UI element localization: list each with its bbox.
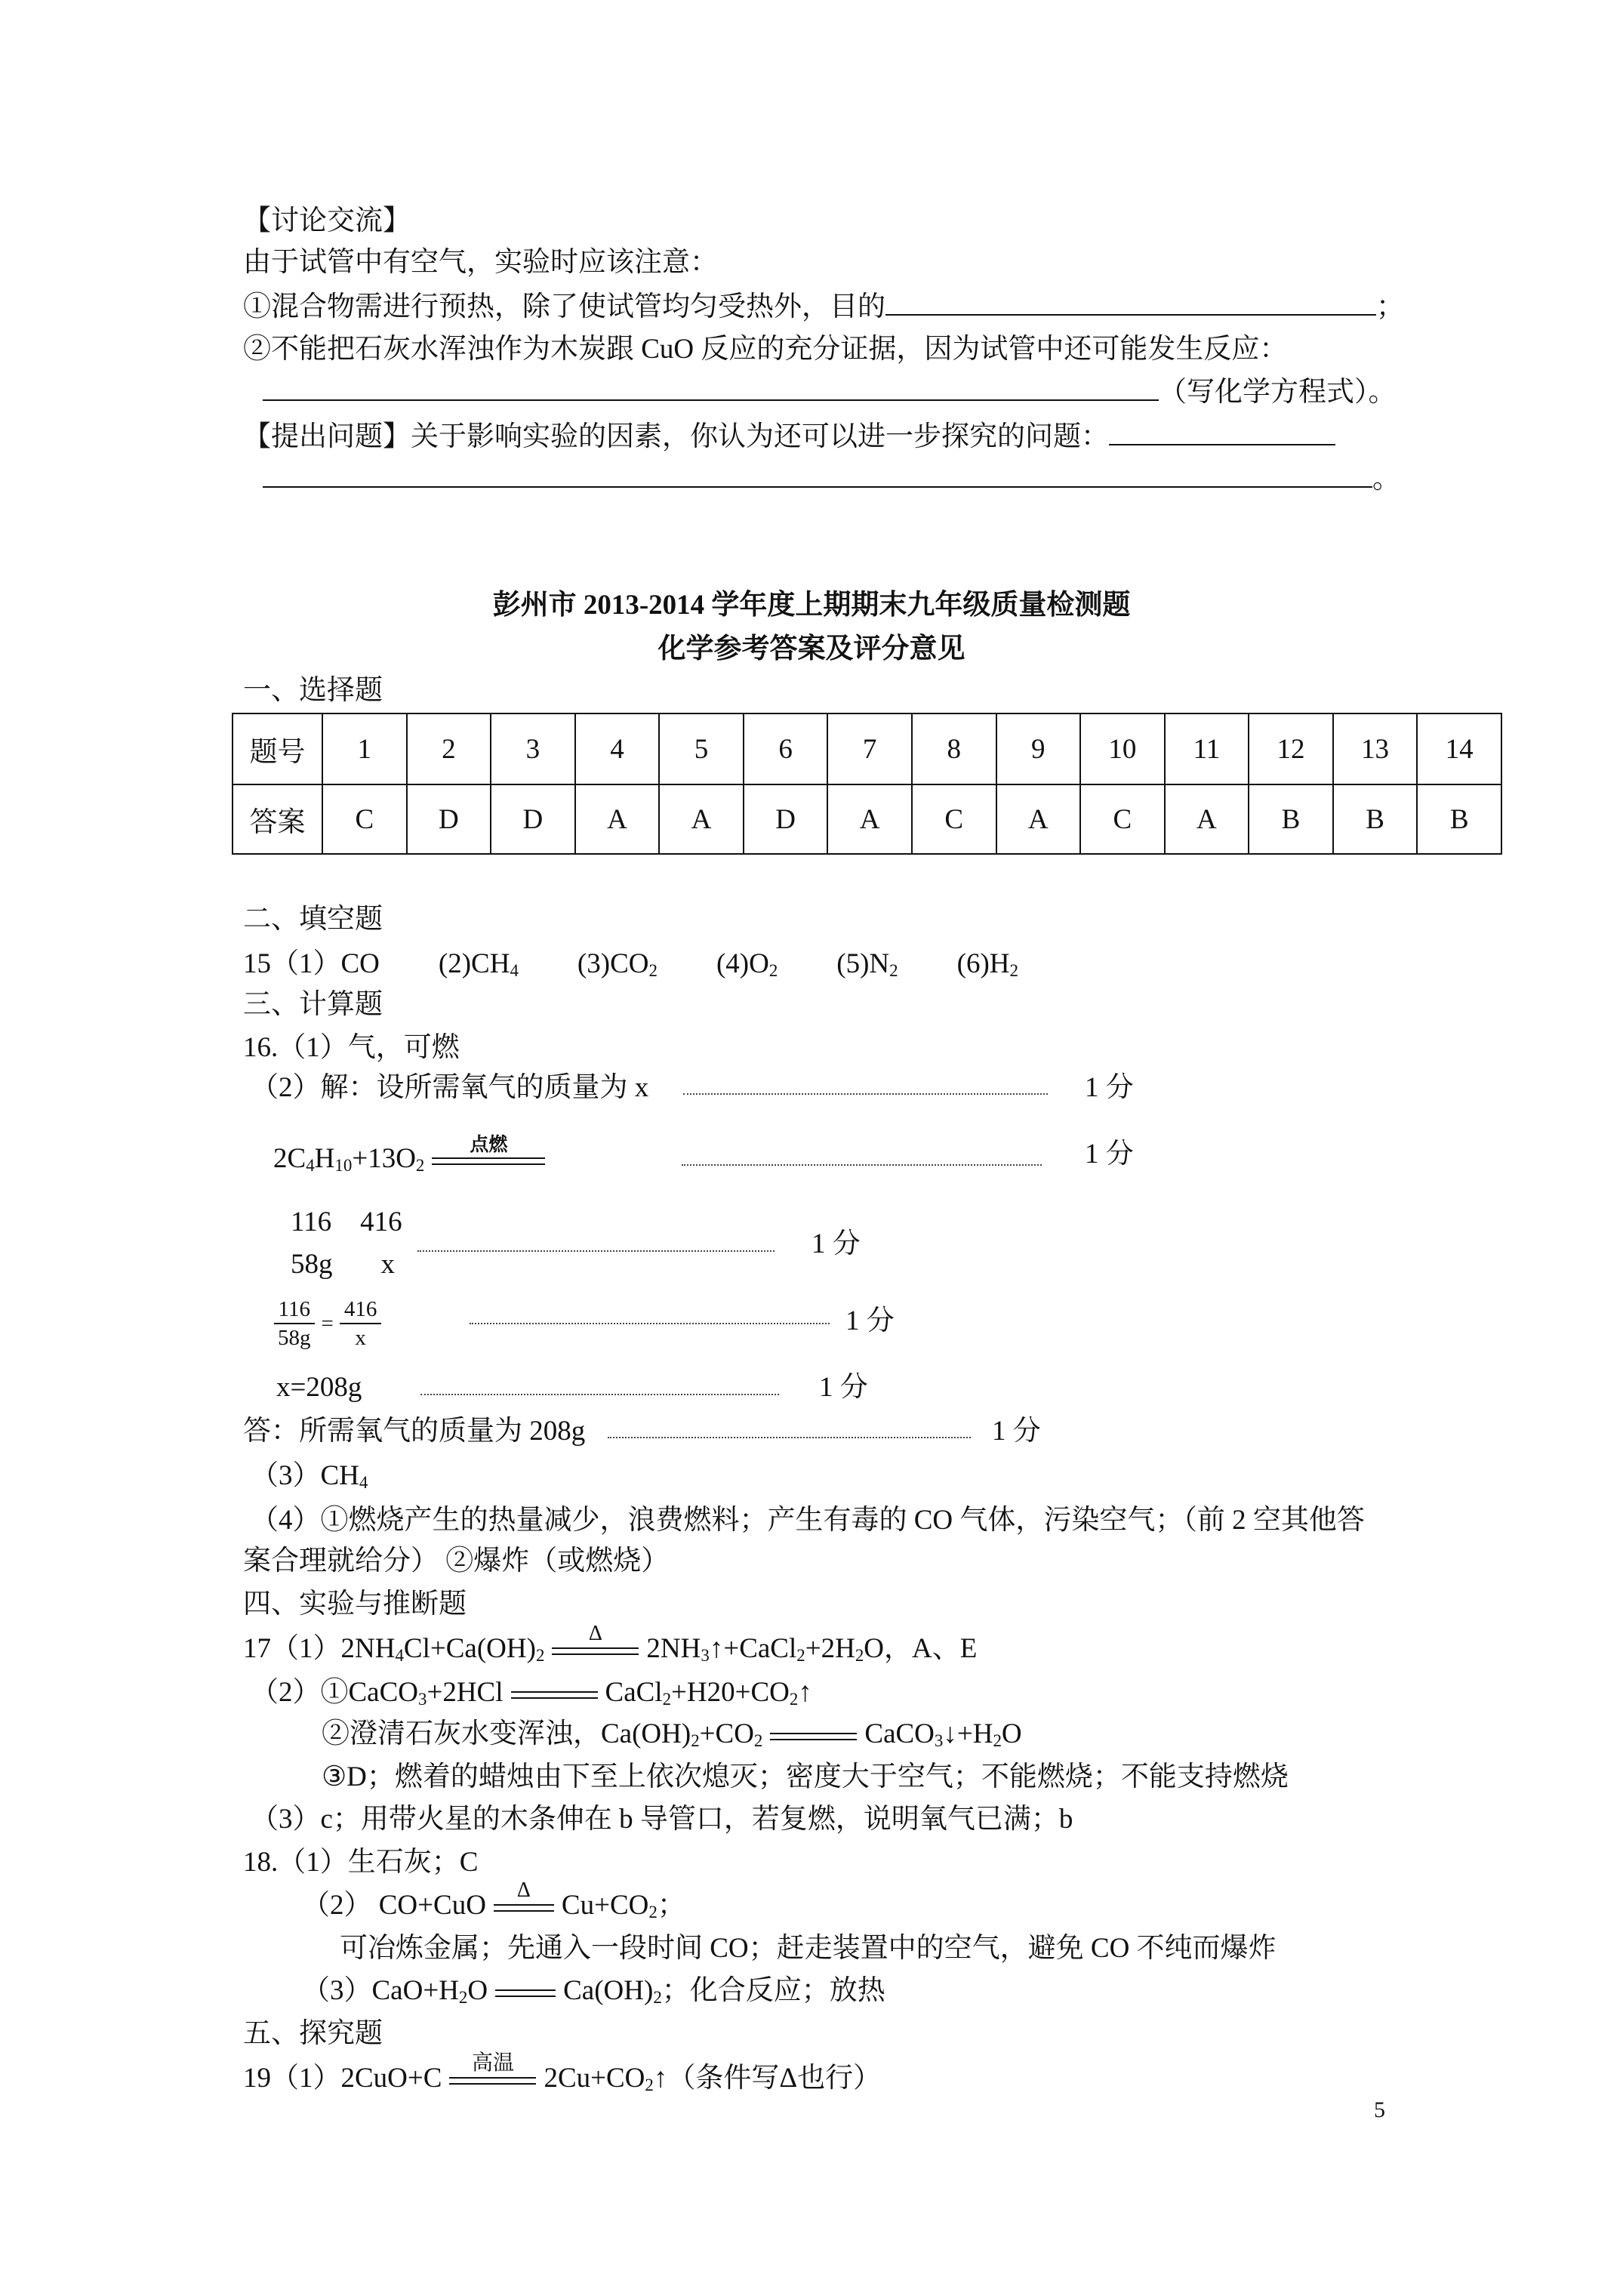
ratio-value: x [380,1249,395,1280]
text-run: (5)N [836,948,890,979]
subscript: 2 [645,2076,654,2095]
q18-part-2a [302,1878,685,1923]
text-run: 2Cu+CO [544,2063,645,2094]
text-run: ↑ [798,1677,812,1708]
page-number: 5 [1374,2097,1385,2122]
answer-letter: A [659,784,744,854]
calc-answer: 答：所需氧气的质量为 208g [243,1416,586,1447]
text-run: ②澄清石灰水变浑浊，Ca(OH) [322,1718,691,1749]
text-run: CaCl [605,1677,663,1708]
answer-letter: B [1333,784,1418,854]
question-text: 【提出问题】关于影响实验的因素，你认为还可以进一步探究的问题： [243,421,1109,452]
q17-part-3: （3）c；用带火星的木条伸在 b 导管口，若复燃，说明氧气已满；b [251,1804,1073,1835]
text-run: Cl+Ca(OH) [403,1633,536,1664]
question-number: 14 [1417,713,1501,784]
question-number: 3 [491,713,575,784]
subscript: 3 [934,1731,944,1751]
calc-ratio-row-1 [291,1205,402,1240]
dotted-leader [682,1164,1042,1166]
subscript: 2 [855,1646,864,1666]
text-run: 19（1）2CuO+C [243,2063,442,2094]
reaction-condition: 点燃 [470,1134,508,1155]
question-blank-line [263,462,1400,497]
answer-letter: C [322,784,407,854]
ratio-value: 416 [360,1207,402,1237]
text-run: O [1001,1718,1022,1749]
question-number: 8 [912,713,996,784]
subscript: 2 [993,1731,1002,1751]
fill-answer [243,948,380,979]
reaction-condition: Δ [516,1878,531,1902]
q17-part-2c: ③D；燃着的蜡烛由下至上依次熄灭；密度大于空气；不能燃烧；不能支持燃烧 [322,1761,1289,1792]
reaction-condition: Δ [588,1621,602,1645]
subscript: 2 [889,961,898,981]
question-number: 13 [1333,713,1418,784]
question-number: 9 [996,713,1081,784]
q18-part-3 [302,1974,885,2008]
section-heading-calc: 三、计算题 [243,989,383,1020]
equals-sign: = [321,1311,334,1336]
subscript: 2 [789,1690,799,1709]
fill-answers-line [243,947,1018,982]
text-run: ↑（条件写Δ也行） [653,2063,882,2094]
reaction-double-line [432,1134,545,1165]
text-run: CaCO [864,1718,935,1749]
calc-result: x=208g [276,1372,362,1403]
text-run: +H20+CO [671,1677,790,1708]
answer-letter: B [1249,784,1333,854]
reaction-double-line [449,2051,536,2085]
item-end-punctuation: ； [1376,291,1404,322]
page-title: 彭州市 2013-2014 学年度上期期末九年级质量检测题 [492,590,1131,621]
dotted-leader [608,1437,971,1438]
text-run: ↑+CaCl [709,1633,797,1664]
calc-ratio-row-2 [291,1247,395,1282]
numerator: 116 [274,1296,315,1324]
text-run: (3)CO [577,948,649,979]
calc-part-4-line-1: （4）①燃烧产生的热量减少，浪费燃料；产生有毒的 CO 气体，污染空气；（前 2 空其他答 [251,1505,1365,1536]
text-run: （2）①CaCO [251,1677,418,1708]
subscript: 3 [701,1646,710,1666]
question-number: 4 [575,713,660,784]
text-run: 2NH [646,1633,701,1664]
answer-letter: A [575,784,660,854]
subscript: 2 [753,1731,763,1751]
text-run: Cu+CO [561,1890,649,1921]
subscript: 2 [653,1988,662,2008]
section-heading-experiment: 四、实验与推断题 [243,1589,467,1620]
answer-letter: D [407,784,491,854]
reaction-condition: 高温 [471,2051,514,2075]
answer-blank [263,377,1159,401]
fill-answer [716,948,778,979]
answer-blank [885,291,1376,316]
calc-part-1: 16.（1）气，可燃 [243,1032,460,1063]
q17-part-1 [243,1621,978,1666]
section-heading-choice: 一、选择题 [243,675,383,706]
subscript: 2 [458,1988,468,2008]
answer-letter: D [491,784,575,854]
question-number: 5 [659,713,744,784]
question-number: 6 [744,713,828,784]
text-run: （3）CaO+H [302,1975,459,2006]
answer-letter: A [996,784,1081,854]
table-row-answers [233,784,1501,854]
fill-answer [439,948,519,979]
discussion-intro: 由于试管中有空气，实验时应该注意： [243,247,718,278]
dotted-leader [683,1093,1048,1095]
subscript: 3 [418,1690,427,1709]
subscript: 2 [768,961,778,981]
text-run: +2H [805,1633,855,1664]
answer-letter: A [827,784,912,854]
dotted-leader [417,1250,775,1252]
section-heading-inquiry: 五、探究题 [243,2018,383,2049]
q19-part-1 [243,2051,882,2096]
calc-part-4-line-2: 案合理就给分） ②爆炸（或燃烧） [243,1546,670,1576]
subscript: 4 [306,1156,315,1176]
subscript: 2 [648,961,658,981]
discussion-item-2: ②不能把石灰水浑浊作为木炭跟 CuO 反应的充分证据，因为试管中还可能发生反应： [243,334,1288,365]
text-run: 17（1）2NH [243,1633,396,1664]
reaction-double-line [494,1878,554,1912]
fill-answer [957,948,1018,979]
q17-part-2b [322,1717,1022,1752]
table-row-numbers [233,713,1501,784]
subscript: 4 [359,1473,368,1493]
fraction-right [340,1296,382,1351]
answer-blank [1109,421,1335,445]
row-label: 答案 [233,784,322,854]
text-run: 2C [273,1143,306,1174]
ratio-value: 116 [291,1207,332,1237]
calc-equation [273,1134,553,1176]
subscript: 2 [662,1690,672,1709]
text-run: （3）CH [251,1460,359,1491]
dotted-leader [420,1394,779,1395]
score-label: 1 分 [845,1305,895,1336]
row-label: 题号 [233,713,322,784]
text-run: 15（1）CO [243,948,380,979]
equation-note: （写化学方程式）。 [1159,377,1397,408]
text-run: +2HCl [427,1677,504,1708]
question-number: 12 [1249,713,1333,784]
subscript: 2 [1009,961,1018,981]
subscript: 4 [510,961,519,981]
section-heading-fill: 二、填空题 [243,904,383,935]
discussion-item-2-blank-line [263,375,1397,410]
text-run: （2） CO+CuO [302,1890,486,1921]
text-run: H [314,1143,335,1174]
page-subtitle: 化学参考答案及评分意见 [658,633,965,664]
calc-step-setup: （2）解：设所需氧气的质量为 x [251,1072,649,1103]
answer-table [232,713,1502,855]
question-number: 11 [1165,713,1249,784]
reaction-double-line [552,1621,639,1655]
text-run: ；化合反应；放热 [661,1975,885,2006]
subscript: 4 [395,1646,404,1666]
q18-part-1: 18.（1）生石灰；C [243,1847,479,1878]
text-run: ↓+H [943,1718,993,1749]
question-number: 2 [407,713,491,784]
answer-letter: A [1165,784,1249,854]
calc-part-3 [251,1459,368,1493]
text-run: (6)H [956,948,1010,979]
text-run: +CO [699,1718,754,1749]
subscript: 2 [535,1646,545,1666]
score-label: 1 分 [1085,1139,1134,1170]
end-punctuation: 。 [1372,464,1400,495]
discussion-heading: 【讨论交流】 [243,205,411,236]
subscript: 2 [415,1156,425,1176]
subscript: 2 [691,1731,700,1751]
score-label: 1 分 [1085,1072,1134,1103]
answer-blank [263,464,1372,488]
q17-part-2a [251,1675,812,1710]
subscript: 10 [334,1156,353,1176]
answer-letter: C [1080,784,1165,854]
answer-letter: B [1417,784,1501,854]
denominator: x [355,1325,366,1350]
question-number: 10 [1080,713,1165,784]
reaction-double-line [770,1733,857,1740]
score-label: 1 分 [992,1416,1041,1447]
reaction-double-line [511,1691,598,1699]
q18-part-2b: 可冶炼金属；先通入一段时间 CO；赶走装置中的空气，避免 CO 不纯而爆炸 [340,1933,1277,1964]
fill-answer [836,948,898,979]
question-number: 1 [322,713,407,784]
numerator: 416 [340,1296,382,1324]
text-run: O，A、E [864,1633,978,1664]
ratio-value: 58g [291,1249,333,1280]
text-run: Ca(OH) [563,1975,654,2006]
text-run: +13O [352,1143,416,1174]
answer-letter: D [744,784,828,854]
discussion-item-1 [243,290,1404,325]
question-number: 7 [827,713,912,784]
fraction-left [273,1296,316,1351]
item-text: ①混合物需进行预热，除了使试管均匀受热外，目的 [243,291,885,322]
text-run: (4)O [716,948,769,979]
answer-letter: C [912,784,996,854]
score-label: 1 分 [819,1372,868,1403]
denominator: 58g [278,1325,311,1350]
text-run: ； [657,1890,685,1921]
calc-proportion [273,1291,381,1354]
text-run: (2)CH [438,948,510,979]
subscript: 2 [796,1646,805,1666]
reaction-double-line [495,1989,556,1997]
fill-answer [577,948,658,979]
dotted-leader [470,1323,830,1324]
subscript: 2 [648,1903,658,1922]
question-prompt [243,420,1335,455]
score-label: 1 分 [812,1228,861,1259]
text-run: O [467,1975,488,2006]
